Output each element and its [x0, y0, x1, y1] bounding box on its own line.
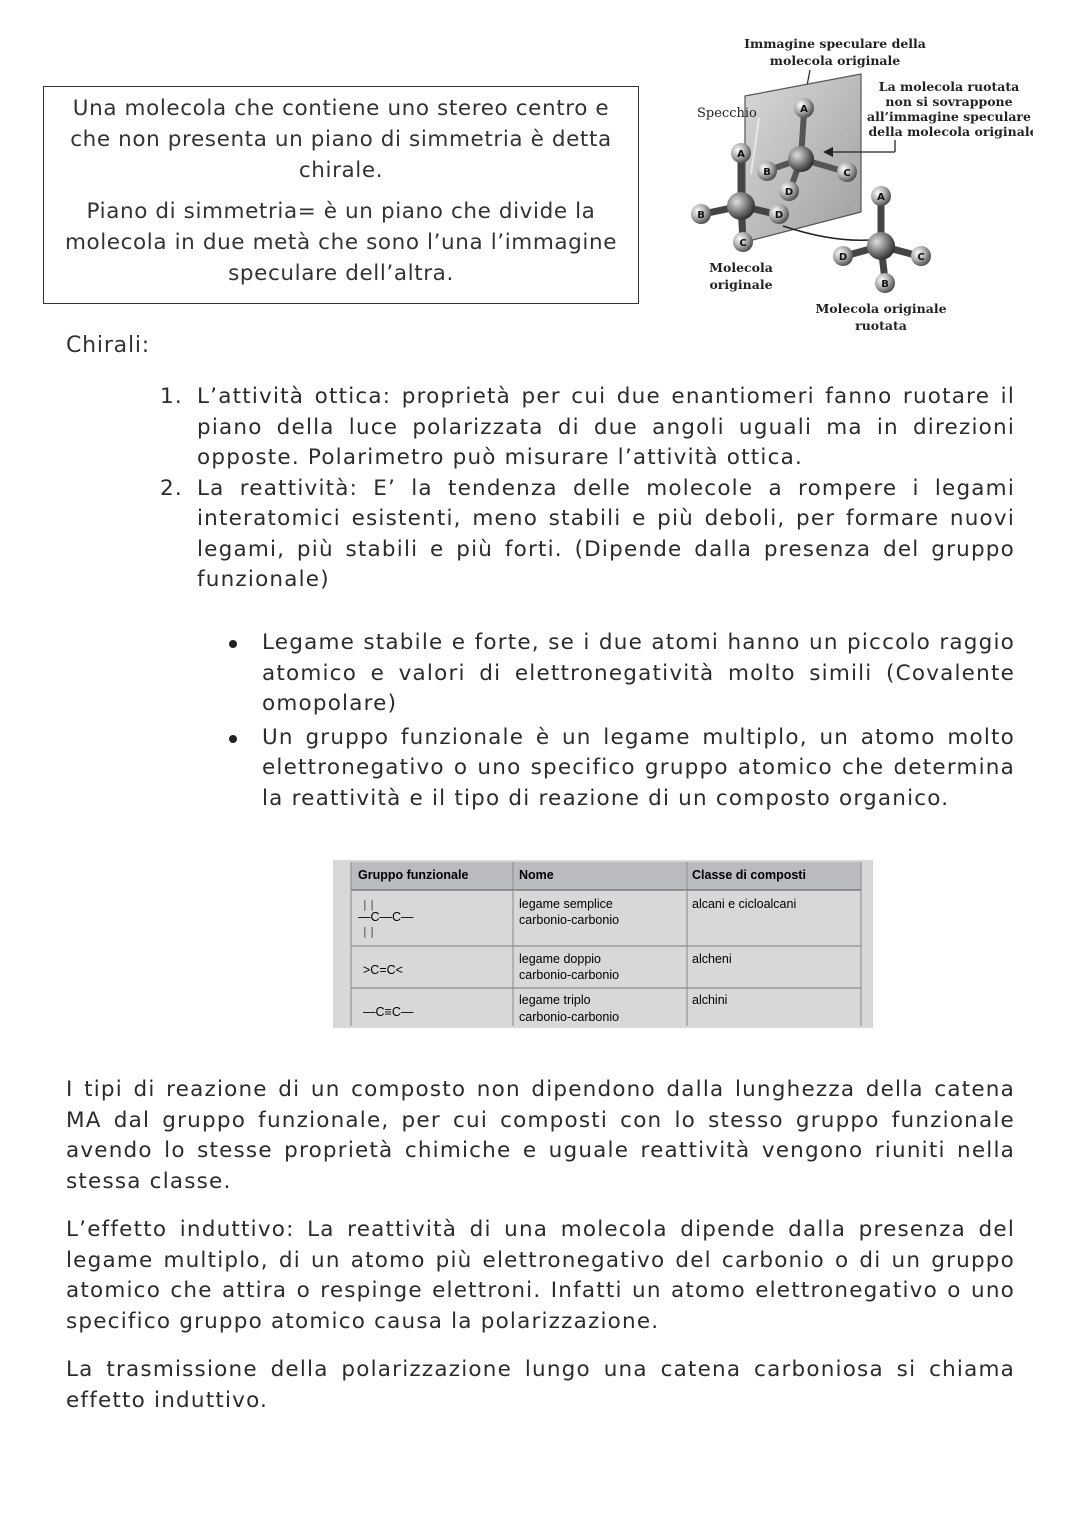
reactivity-text: La reattività: E’ la tendenza delle molecole a rompere i legami interatomici esistenti, meno stabili e più deboli, per formare nuovi legami, più stabili e più forti. (Dipende dalla presenza del gruppo funzionale)	[197, 475, 1015, 592]
mirror-label: Specchio	[697, 106, 757, 121]
mirror-atom-b-label: B	[763, 167, 771, 178]
row3-name-line2: carbonio-carbonio	[519, 1010, 620, 1024]
bullet-icon	[229, 735, 237, 743]
rotated-atom-a-label: A	[877, 192, 885, 203]
chirality-figure	[683, 34, 1033, 339]
functional-group-text: Un gruppo funzionale è un legame multiplo, un atomo molto elettronegativo o uno specifico gruppo atomico che determina la reattività e il tipo di reazione di un composto organico.	[262, 724, 1015, 811]
row1-formula: —C—C—	[358, 910, 414, 924]
figure-note-line1: La molecola ruotata	[878, 79, 1020, 94]
bullet-icon	[229, 640, 237, 648]
row2-name-line2: carbonio-carbonio	[519, 968, 620, 982]
header-class: Classe di composti	[692, 868, 806, 882]
figure-title-line2: molecola originale	[769, 53, 901, 68]
figure-note-line3: all’immagine speculare	[867, 109, 1031, 124]
transmission-paragraph	[66, 1355, 1015, 1416]
list-item	[160, 382, 1015, 474]
figure-title-line1: Immagine speculare della	[744, 36, 926, 51]
row2-formula: >C=C<	[363, 963, 403, 977]
mirror-atom-d-label: D	[784, 187, 794, 198]
properties-list	[160, 382, 1015, 596]
list-item	[222, 723, 1015, 815]
formula-tick-top: | |	[363, 898, 374, 911]
symmetry-plane-definition: Piano di simmetria= è un piano che divide la molecola in due metà che sono l’una l’immagine speculare dell’altra.	[64, 199, 618, 286]
row1-name-line2: carbonio-carbonio	[519, 913, 620, 927]
rotated-atom-b-label: B	[881, 279, 889, 290]
rotated-caption-line2: ruotata	[855, 318, 907, 333]
figure-note-line2: non si sovrappone	[885, 94, 1013, 109]
stable-bond-text: Legame stabile e forte, se i due atomi hanno un piccolo raggio atomico e valori di elettronegatività molto simili (Covalente omopolare)	[262, 630, 1015, 716]
optical-activity-text: L’attività ottica: proprietà per cui due enantiomeri fanno ruotare il piano della luce polarizzata di due angoli uguali ma in direzioni opposte. Polarimetro può misurare l’attività ottica.	[197, 384, 1015, 470]
mirror-atom-a-label: A	[800, 104, 808, 115]
chirali-heading: Chirali:	[66, 333, 150, 358]
original-atom-c-label: C	[739, 238, 747, 249]
reaction-types-paragraph	[66, 1075, 1015, 1197]
row3-class: alchini	[692, 993, 728, 1007]
original-atom-d-label: D	[774, 210, 784, 221]
row2-class: alcheni	[692, 952, 732, 966]
row1-class: alcani e cicloalcani	[692, 897, 797, 911]
formula-tick-bottom: | |	[363, 925, 374, 938]
chirality-definition: Una molecola che contiene uno stereo centro e che non presenta un piano di simmetria è detta chirale.	[70, 96, 612, 183]
transmission-text: La trasmissione della polarizzazione lungo una catena carboniosa si chiama effetto induttivo.	[66, 1357, 1015, 1413]
original-caption-line1: Molecola	[709, 260, 773, 275]
inductive-effect-paragraph	[66, 1215, 1015, 1337]
figure-note-line4: della molecola originale	[868, 124, 1033, 139]
bullet-list	[222, 628, 1015, 814]
row3-name-line1: legame triplo	[519, 993, 591, 1007]
mirror-atom-c-label: C	[843, 168, 851, 179]
rotated-caption-line1: Molecola originale	[815, 301, 947, 316]
list-number: 2.	[160, 475, 183, 501]
row2-name-line1: legame doppio	[519, 952, 602, 966]
functional-groups-table	[333, 860, 873, 1028]
list-item	[160, 474, 1015, 596]
rotated-carbon-icon	[867, 232, 895, 260]
reaction-types-text: I tipi di reazione di un composto non dipendono dalla lunghezza della catena MA dal gruppo funzionale, per cui composti con lo stesso gruppo funzionale avendo lo stesse proprietà chimiche e uguale reattività vengono riuniti nella stessa classe.	[66, 1077, 1015, 1194]
original-atom-a-label: A	[737, 149, 745, 160]
original-atom-b-label: B	[697, 210, 705, 221]
list-number: 1.	[160, 384, 183, 409]
chirality-diagram	[683, 34, 1033, 339]
rotated-atom-c-label: C	[917, 252, 925, 263]
definition-box	[43, 86, 639, 304]
inductive-effect-text: L’effetto induttivo: La reattività di una molecola dipende dalla presenza del legame multiplo, di un atomo più elettronegativo del carbonio o di un gruppo atomico che attira o respinge elettroni. Infatti un atomo elettronegativo o uno specifico gruppo atomico causa la polarizzazione.	[66, 1217, 1015, 1334]
original-caption-line2: originale	[709, 277, 773, 292]
mirror-carbon-icon	[788, 146, 814, 172]
header-name: Nome	[519, 868, 554, 882]
row1-name-line1: legame semplice	[519, 897, 613, 911]
table-photo	[333, 860, 873, 1028]
header-group: Gruppo funzionale	[358, 868, 469, 882]
list-item	[222, 628, 1015, 720]
original-carbon-icon	[727, 192, 755, 220]
row3-formula: —C≡C—	[363, 1005, 414, 1019]
rotated-atom-d-label: D	[838, 252, 848, 263]
